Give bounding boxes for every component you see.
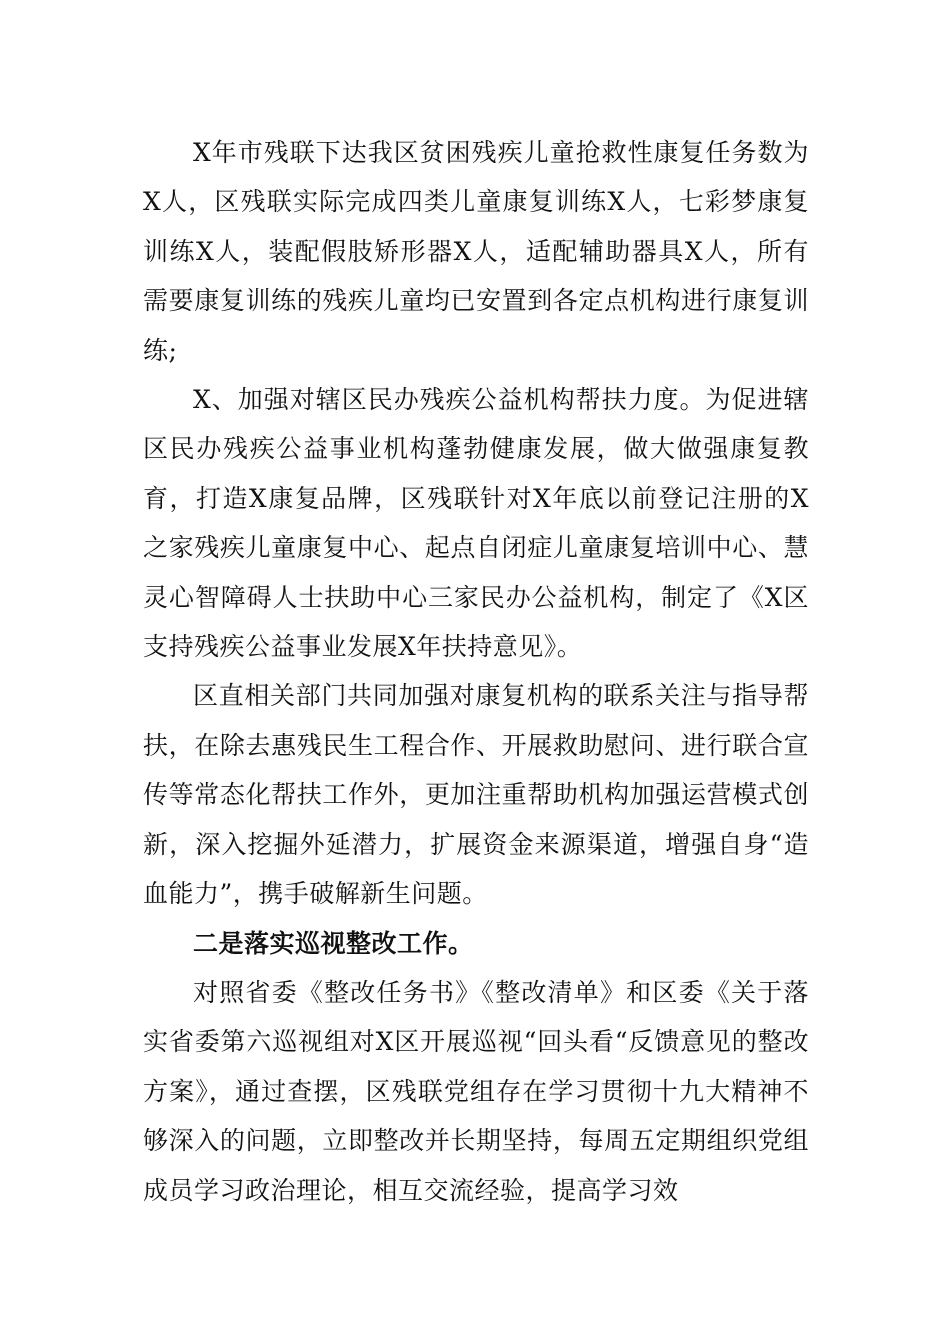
- paragraph-support-institutions: X、加强对辖区民办残疾公益机构帮扶力度。为促进辖区民办残疾公益事业机构蓬勃健康发展，做大做强康复教育，打造X康复品牌，区残联针对X年底以前登记注册的X之家残疾儿童康复中心、起点自闭症儿童康复培训中心、慧灵心智障碍人士扶助中心三家民办公益机构，制定了《X区支持残疾公益事业发展X年扶持意见》。: [143, 385, 809, 662]
- document-page: [143, 128, 809, 1215]
- paragraph-department-cooperation: 区直相关部门共同加强对康复机构的联系关注与指导帮扶，在除去惠残民生工程合作、开展救助慰问、进行联合宣传等常态化帮扶工作外，更加注重帮助机构加强运营模式创新，深入挖掘外延潜力，扩展资金来源渠道，增强自身“造血能力”，携手破解新生问题。: [143, 681, 809, 909]
- section-heading-inspection-rectification: 二是落实巡视整改工作。: [193, 928, 474, 958]
- paragraph-rehab-tasks: X年市残联下达我区贫困残疾儿童抢救性康复任务数为X人，区残联实际完成四类儿童康复训练X人，七彩梦康复训练X人，装配假肢矫形器X人，适配辅助器具X人，所有需要康复训练的残疾儿童均已安置到各定点机构进行康复训练;: [143, 138, 809, 365]
- paragraph-rectification-plan: 对照省委《整改任务书》《整改清单》和区委《关于落实省委第六巡视组对X区开展巡视“回头看“反馈意见的整改方案》，通过查摆，区残联党组存在学习贯彻十九大精神不够深入的问题，立即整改并长期坚持，每周五定期组织党组成员学习政治理论，相互交流经验，提高学习效: [143, 977, 809, 1205]
